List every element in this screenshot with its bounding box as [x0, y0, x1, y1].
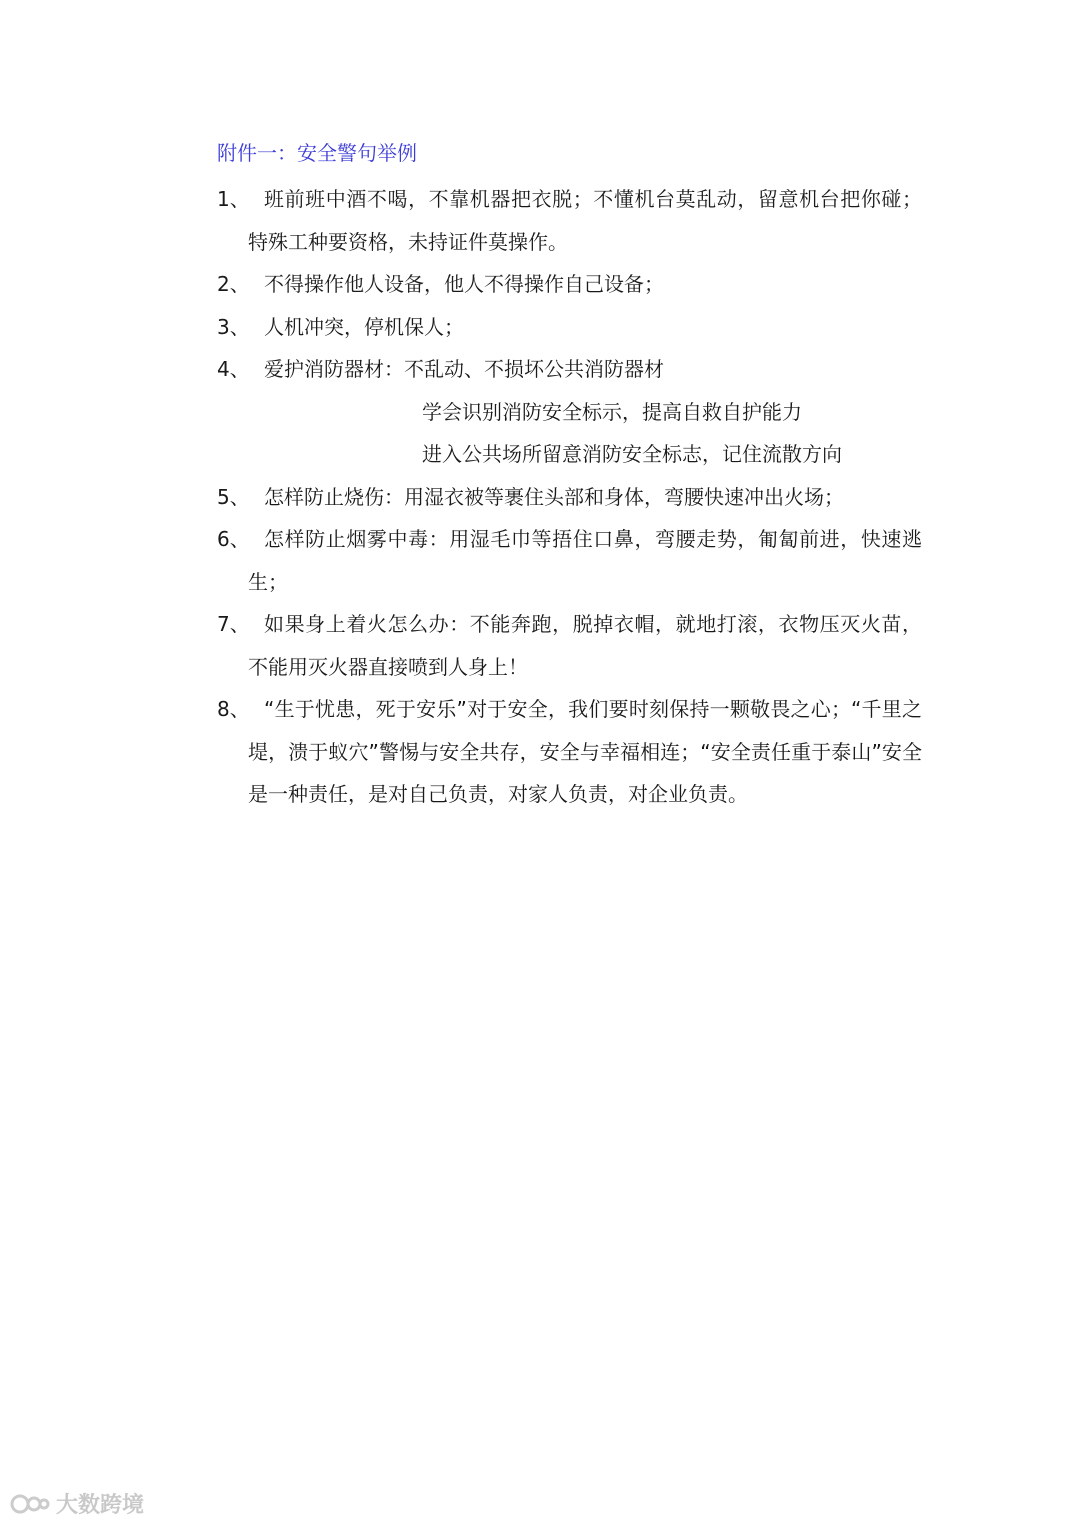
list-item-7: [217, 603, 922, 688]
item-number: 8、: [217, 697, 250, 721]
list-item-3: [217, 306, 922, 349]
item-text: 如果身上着火怎么办：不能奔跑，脱掉衣帽，就地打滚，衣物压灭火苗，不能用灭火器直接喷到人身上！: [248, 612, 922, 679]
item-text: 不得操作他人设备，他人不得操作自己设备；: [264, 272, 664, 296]
brand-logo-icon: [10, 1492, 50, 1516]
item-extra-line: 学会识别消防安全标示，提高自救自护能力: [422, 399, 802, 424]
item-number: 2、: [217, 272, 250, 296]
attachment-heading: 附件一：安全警句举例: [217, 141, 417, 165]
item-number: 1、: [217, 187, 250, 211]
watermark-text: 大数跨境: [56, 1493, 145, 1518]
item-number: 7、: [217, 612, 250, 636]
item-text: “生于忧患，死于安乐”对于安全，我们要时刻保持一颗敬畏之心；“千里之堤，溃于蚁穴”警惕与安全共存，安全与幸福相连；“安全责任重于泰山”安全是一种责任，是对自己负责，对家人负责，对企业负责。: [248, 697, 922, 806]
list-item-8: [217, 688, 922, 816]
item-text: 人机冲突，停机保人；: [264, 314, 464, 339]
watermark: [10, 1488, 144, 1519]
item-number: 5、: [217, 484, 250, 509]
item-text: 爱护消防器材：不乱动、不损坏公共消防器材: [264, 357, 664, 381]
safety-slogan-list: [217, 178, 922, 816]
item-text: 怎样防止烧伤：用湿衣被等裹住头部和身体，弯腰快速冲出火场；: [264, 484, 844, 509]
item-number: 3、: [217, 314, 250, 339]
item-extra-line: 进入公共场所留意消防安全标志，记住流散方向: [422, 442, 842, 466]
item-text: 怎样防止烟雾中毒：用湿毛巾等捂住口鼻，弯腰走势，匍匐前进，快速逃生；: [248, 527, 922, 594]
list-item-1: [217, 178, 922, 263]
item-number: 4、: [217, 357, 250, 381]
list-item-2: [217, 263, 922, 306]
item-number: 6、: [217, 527, 250, 551]
list-item-6: [217, 518, 922, 603]
item-text: 班前班中酒不喝，不靠机器把衣脱；不懂机台莫乱动，留意机台把你碰；特殊工种要资格，未持证件莫操作。: [248, 187, 922, 254]
list-item-4: [217, 348, 922, 476]
list-item-5: [217, 476, 922, 519]
